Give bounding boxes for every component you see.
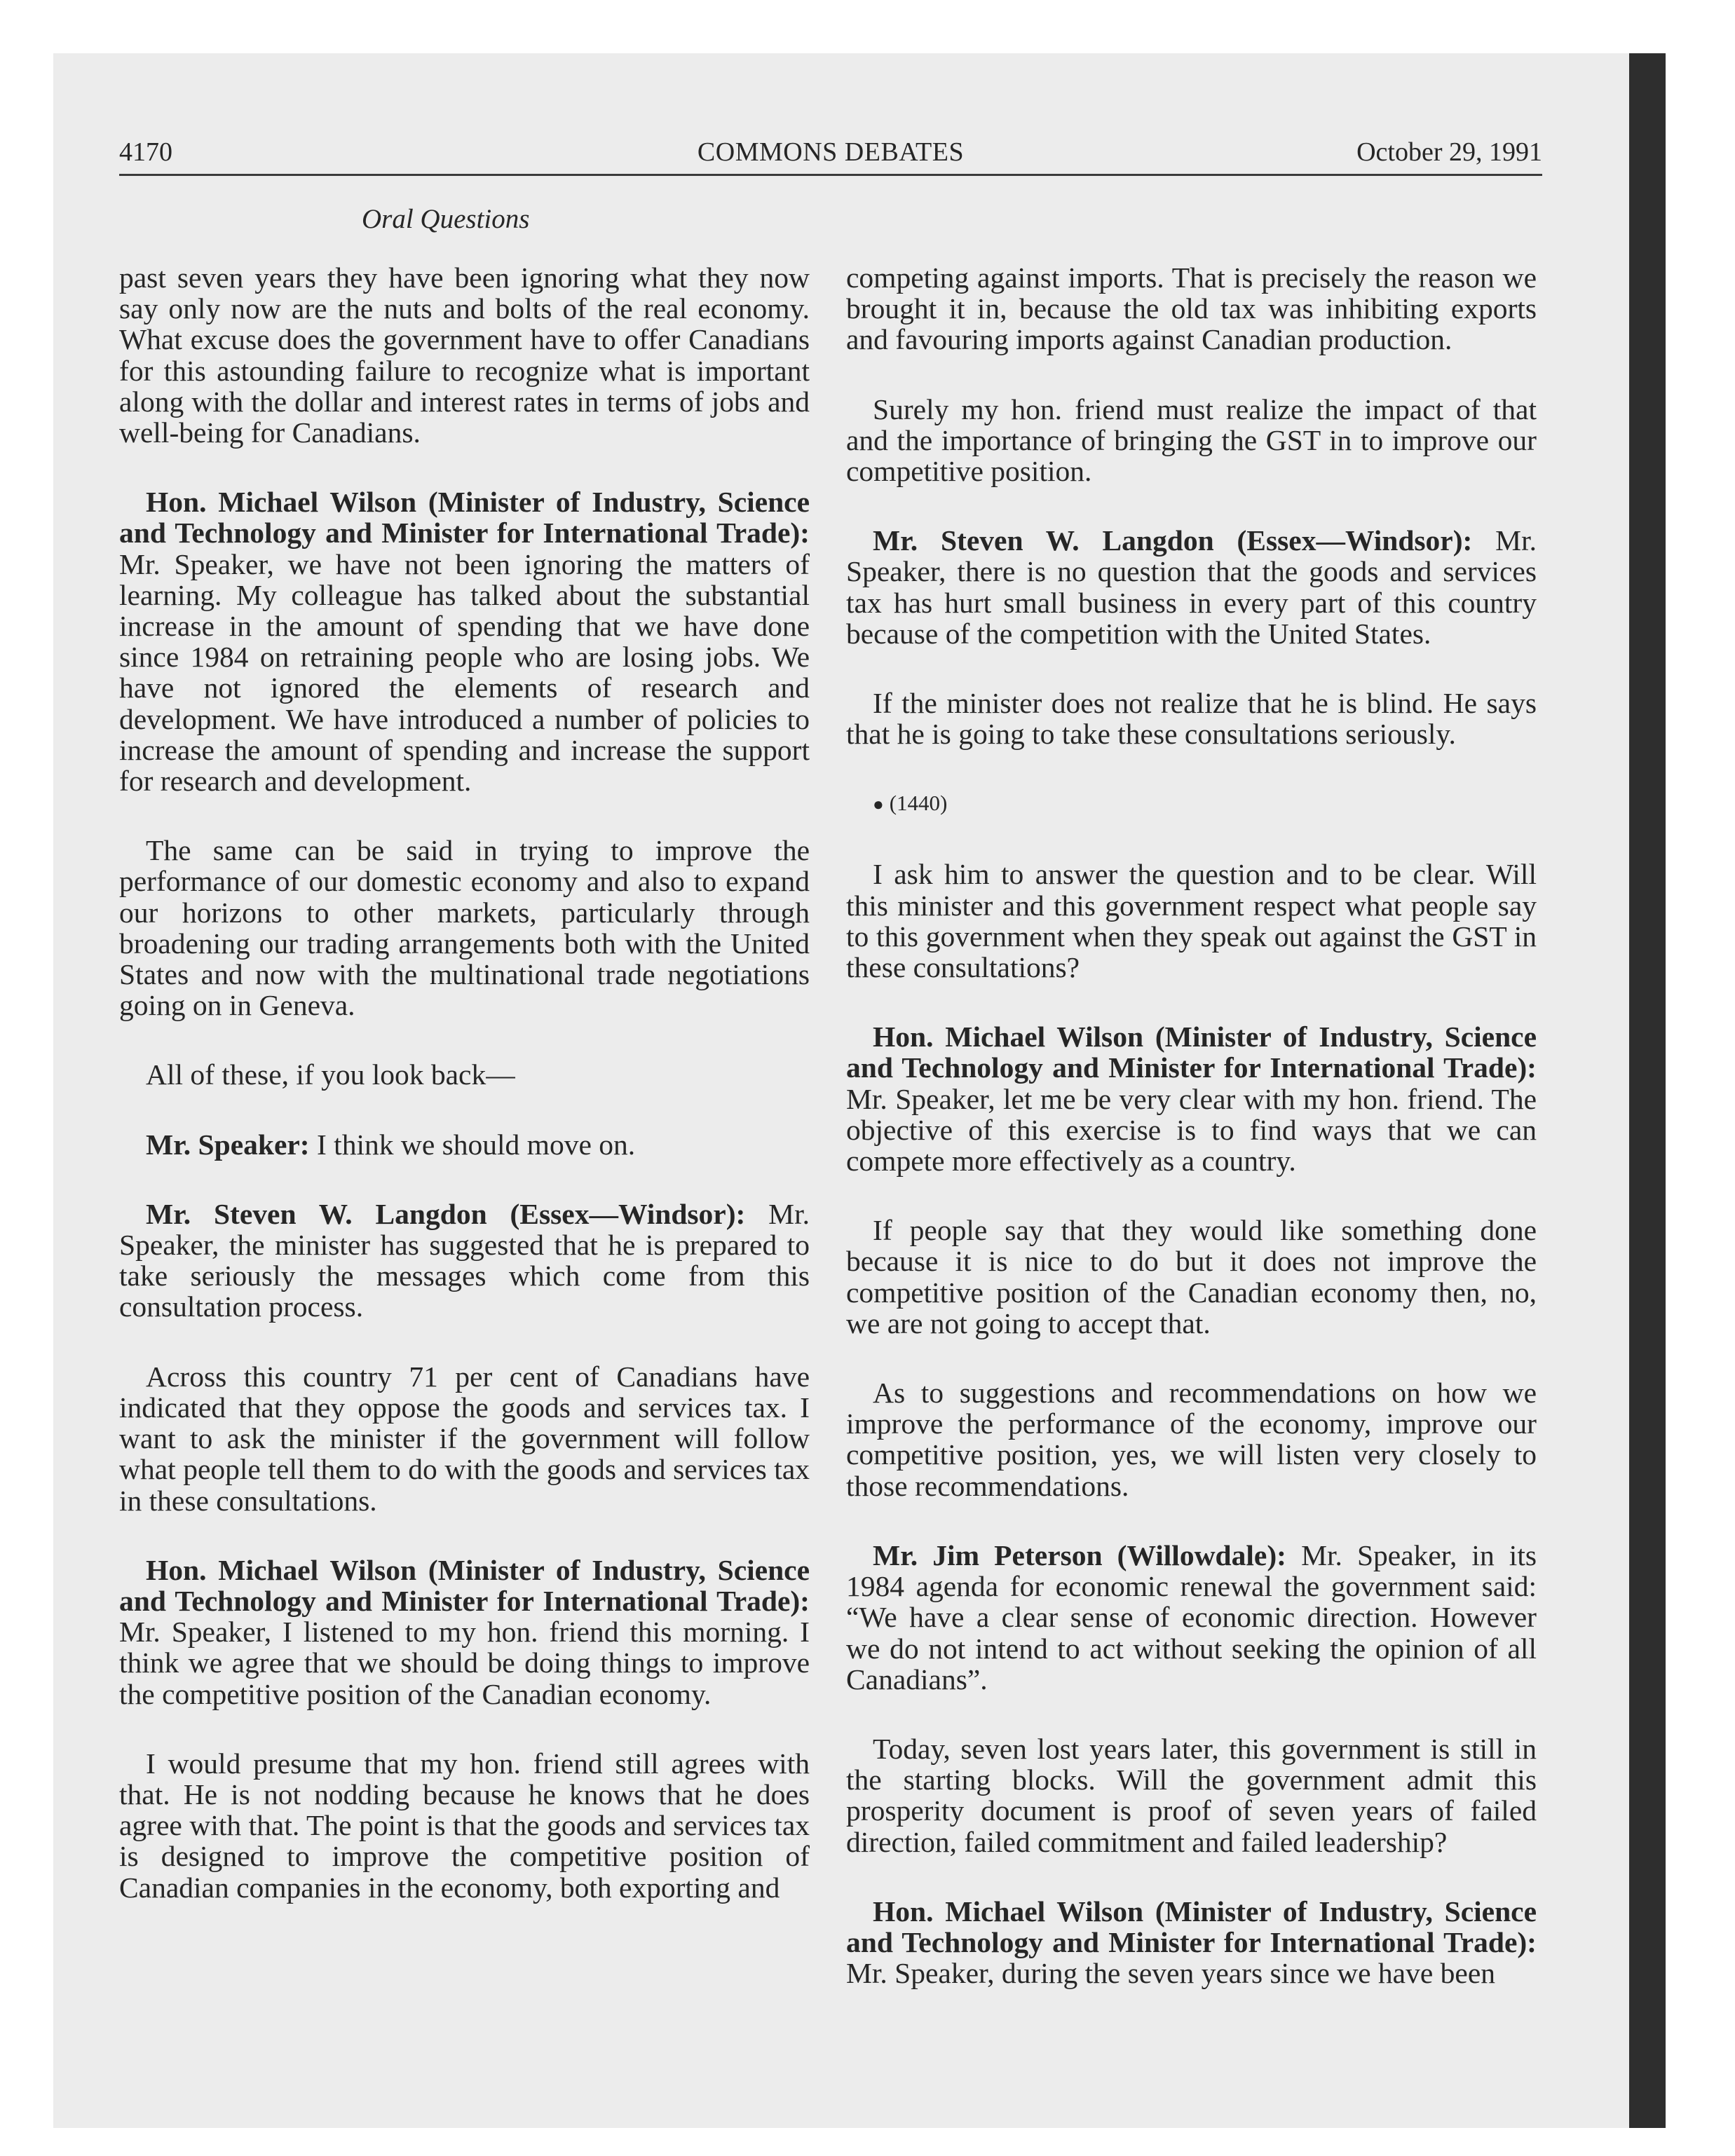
section-title: Oral Questions (362, 204, 530, 234)
speaker-name: Mr. Jim Peterson (Willowdale): (873, 1538, 1286, 1571)
speech-paragraph (846, 1021, 1537, 1176)
speaker-name: Hon. Michael Wilson (Minister of Industry, Science and Technology and Minister for International Trade): (846, 1021, 1537, 1084)
speech-text: Mr. Speaker, the minister has suggested that he is prepared to take seriously the messages which come from this consultation process. (119, 1197, 810, 1323)
page-header (119, 132, 1542, 172)
scan-edge-shadow (1629, 53, 1666, 2128)
paragraph: Today, seven lost years later, this government is still in the starting blocks. Will the government admit this prosperity document is proof of seven years of failed direction, failed commitment and failed leadership? (846, 1732, 1537, 1858)
page-number: 4170 (119, 137, 172, 167)
paragraph: I would presume that my hon. friend still agrees with that. He is not nodding because he knows that he does agree with that. The point is that the goods and services tax is designed to improve the competitive position of Canadian companies in the economy, both exporting and (119, 1747, 810, 1904)
publication-date: October 29, 1991 (1356, 137, 1542, 167)
time-marker (846, 788, 1537, 820)
speech-paragraph (846, 1896, 1537, 1989)
speech-paragraph (119, 1199, 810, 1323)
speech-paragraph (119, 1555, 810, 1710)
paragraph: competing against imports. That is precisely the reason we brought it in, because the old tax was inhibiting exports and favouring imports against Canadian production. (846, 261, 1537, 356)
speech-text: Mr. Speaker, we have not been ignoring the matters of learning. My colleague has talked about the substantial increase in the amount of spending that we have done since 1984 on retraining people who are losing jobs. We have not ignored the elements of research and development. We have introduced a number of policies to increase the amount of spending and increase the support for research and development. (119, 547, 810, 798)
publication-title: COMMONS DEBATES (697, 137, 965, 167)
speech-text: Mr. Speaker, let me be very clear with my hon. friend. The objective of this exercise is to find ways that we can compete more effectively as a country. (846, 1082, 1537, 1178)
speaker-name: Hon. Michael Wilson (Minister of Industry, Science and Technology and Minister for International Trade): (846, 1895, 1537, 1958)
speech-text: Mr. Speaker, in its 1984 agenda for economic renewal the government said: “We have a clear sense of economic direction. However we do not intend to act without seeking the opinion of all Canadians”. (846, 1538, 1537, 1696)
speech-paragraph (846, 525, 1537, 649)
paragraph: Across this country 71 per cent of Canadians have indicated that they oppose the goods and services tax. I want to ask the minister if the government will follow what people tell them to do with the goods and services tax in these consultations. (119, 1360, 810, 1517)
speech-text: Mr. Speaker, there is no question that the goods and services tax has hurt small business in every part of this country because of the competition with the United States. (846, 524, 1537, 650)
paragraph: If people say that they would like something done because it is nice to do but it does not improve the competitive position of the Canadian economy then, no, we are not going to accept that. (846, 1214, 1537, 1339)
speech-paragraph (119, 486, 810, 796)
paragraph: The same can be said in trying to improve the performance of our domestic economy and also to expand our horizons to other markets, particularly through broadening our trading arrangements both with the United States and now with the multinational trade negotiations going on in Geneva. (119, 834, 810, 1022)
speech-paragraph (846, 1540, 1537, 1695)
speaker-name: Mr. Speaker: (146, 1128, 310, 1161)
header-rule (119, 174, 1542, 176)
speaker-name: Hon. Michael Wilson (Minister of Industry, Science and Technology and Minister for International Trade): (119, 486, 810, 550)
paragraph: If the minister does not realize that he is blind. He says that he is going to take these consultations seriously. (846, 687, 1537, 751)
speech-text: I think we should move on. (309, 1128, 636, 1161)
paragraph: All of these, if you look back— (146, 1058, 515, 1091)
paragraph: Surely my hon. friend must realize the impact of that and the importance of bringing the GST in to improve our competitive position. (846, 393, 1537, 488)
paragraph: I ask him to answer the question and to be clear. Will this minister and this government respect what people say to this government when they speak out against the GST in these consultations? (846, 858, 1537, 984)
speech-paragraph (119, 1129, 810, 1160)
right-column (846, 262, 1537, 2027)
time-marker-text: (1440) (889, 791, 948, 816)
bullet-icon: ● (873, 794, 884, 815)
speaker-name: Mr. Steven W. Langdon (Essex—Windsor): (873, 524, 1473, 557)
paragraph: As to suggestions and recommendations on how we improve the performance of the economy, improve our competitive position, yes, we will listen very closely to those recommendations. (846, 1377, 1537, 1502)
paragraph: past seven years they have been ignoring what they now say only now are the nuts and bolts of the real economy. What excuse does the government have to offer Canadians for this astounding failure to recognize what is important along with the dollar and interest rates in terms of jobs and well-being for Canadians. (119, 261, 810, 449)
speaker-name: Hon. Michael Wilson (Minister of Industry, Science and Technology and Minister for International Trade): (119, 1553, 810, 1617)
speech-text: Mr. Speaker, during the seven years since we have been (846, 1957, 1495, 1990)
left-column (119, 262, 810, 1942)
speech-text: Mr. Speaker, I listened to my hon. friend this morning. I think we agree that we should be doing things to improve the competitive position of the Canadian economy. (119, 1616, 810, 1710)
speaker-name: Mr. Steven W. Langdon (Essex—Windsor): (146, 1197, 746, 1230)
